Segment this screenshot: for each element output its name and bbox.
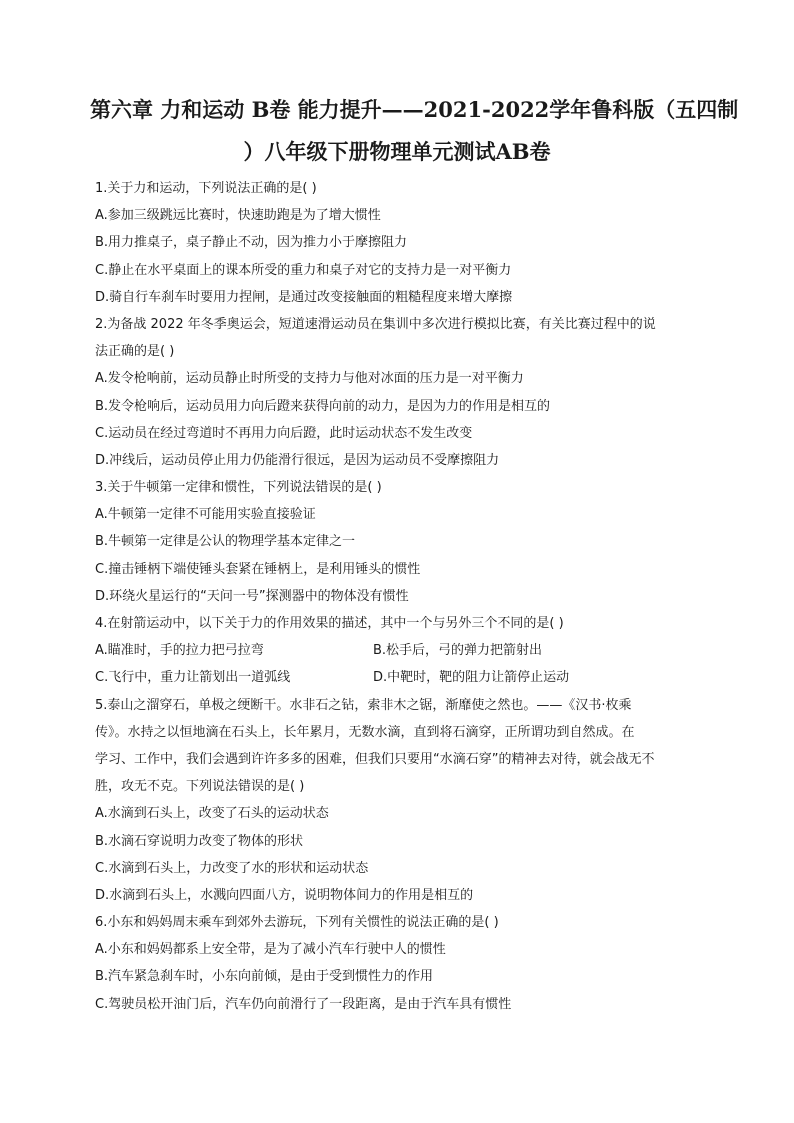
question-2-stem: 法正确的是( )	[95, 344, 175, 360]
question-1-option-a: A.参加三级跳远比赛时，快速助跑是为了增大惯性	[95, 208, 381, 224]
question-2-option-d: D.冲线后，运动员停止用力仍能滑行很远，是因为运动员不受摩擦阻力	[95, 452, 500, 468]
question-3-stem: 3.关于牛顿第一定律和惯性，下列说法错误的是( )	[95, 480, 382, 496]
question-1-stem: 1.关于力和运动，下列说法正确的是( )	[95, 181, 317, 196]
page-title-line-1: 第六章 力和运动 B卷 能力提升——2021-2022学年鲁科版（五四制	[90, 97, 739, 122]
question-3-option-d: D.环绕火星运行的“天问一号”探测器中的物体没有惯性	[95, 588, 409, 604]
question-4-option-a: A.瞄准时，手的拉力把弓拉弯	[95, 643, 264, 659]
question-4-option-d: D.中靶时，靶的阻力让箭停止运动	[373, 670, 570, 686]
question-6-stem: 6.小东和妈妈周末乘车到郊外去游玩，下列有关惯性的说法正确的是( )	[95, 915, 499, 931]
question-3-option-c: C.撞击锤柄下端使锤头套紧在锤柄上，是利用锤头的惯性	[95, 561, 421, 577]
question-5-stem: 学习、工作中，我们会遇到许许多多的困难，但我们只要用“水滴石穿”的精神去对待，就会战无不	[95, 751, 655, 767]
question-3-option-a: A.牛顿第一定律不可能用实验直接验证	[95, 507, 316, 523]
question-2-option-b: B.发令枪响后，运动员用力向后蹬来获得向前的动力，是因为力的作用是相互的	[95, 398, 551, 414]
question-6-option-a: A.小东和妈妈都系上安全带，是为了减小汽车行驶中人的惯性	[95, 942, 446, 958]
question-4-stem: 4.在射箭运动中，以下关于力的作用效果的描述，其中一个与另外三个不同的是( )	[95, 616, 564, 631]
question-2-stem: 2.为备战 2022 年冬季奥运会，短道速滑运动员在集训中多次进行模拟比赛，有关比赛过程中的说	[95, 316, 656, 332]
question-4-option-row	[95, 637, 705, 664]
question-4-option-b: B.松手后，弓的弹力把箭射出	[373, 643, 543, 659]
page-title-line-2: ）八年级下册物理单元测试AB卷	[243, 139, 551, 164]
question-4-option-row	[95, 664, 705, 691]
question-5-option-c: C.水滴到石头上，力改变了水的形状和运动状态	[95, 860, 369, 876]
question-2-option-c: C.运动员在经过弯道时不再用力向后蹬，此时运动状态不发生改变	[95, 425, 473, 441]
question-6-option-c: C.驾驶员松开油门后，汽车仍向前滑行了一段距离，是由于汽车具有惯性	[95, 996, 512, 1012]
question-2-option-a: A.发令枪响前，运动员静止时所受的支持力与他对冰面的压力是一对平衡力	[95, 371, 524, 387]
question-list	[95, 175, 705, 1018]
question-5-stem: 胜，攻无不克。下列说法错误的是( )	[95, 779, 305, 795]
question-4-option-c: C.飞行中，重力让箭划出一道弧线	[95, 670, 291, 686]
question-5-option-a: A.水滴到石头上，改变了石头的运动状态	[95, 806, 329, 822]
question-1-option-c: C.静止在水平桌面上的课本所受的重力和桌子对它的支持力是一对平衡力	[95, 262, 512, 278]
question-5-stem: 5.泰山之溜穿石，单极之绠断干。水非石之钻，索非木之锯，渐靡使之然也。——《汉书·枚乘	[95, 697, 632, 713]
question-5-option-d: D.水滴到石头上，水溅向四面八方，说明物体间力的作用是相互的	[95, 887, 474, 903]
question-6-option-b: B.汽车紧急刹车时，小东向前倾，是由于受到惯性力的作用	[95, 969, 434, 985]
question-1-option-b: B.用力推桌子，桌子静止不动，因为推力小于摩擦阻力	[95, 235, 408, 251]
question-3-option-b: B.牛顿第一定律是公认的物理学基本定律之一	[95, 534, 356, 550]
question-5-option-b: B.水滴石穿说明力改变了物体的形状	[95, 833, 304, 849]
question-5-stem: 传》。水持之以恒地滴在石头上，长年累月，无数水滴，直到将石滴穿，正所谓功到自然成。在	[95, 724, 635, 740]
question-1-option-d: D.骑自行车刹车时要用力捏闸，是通过改变接触面的粗糙程度来增大摩擦	[95, 289, 513, 305]
